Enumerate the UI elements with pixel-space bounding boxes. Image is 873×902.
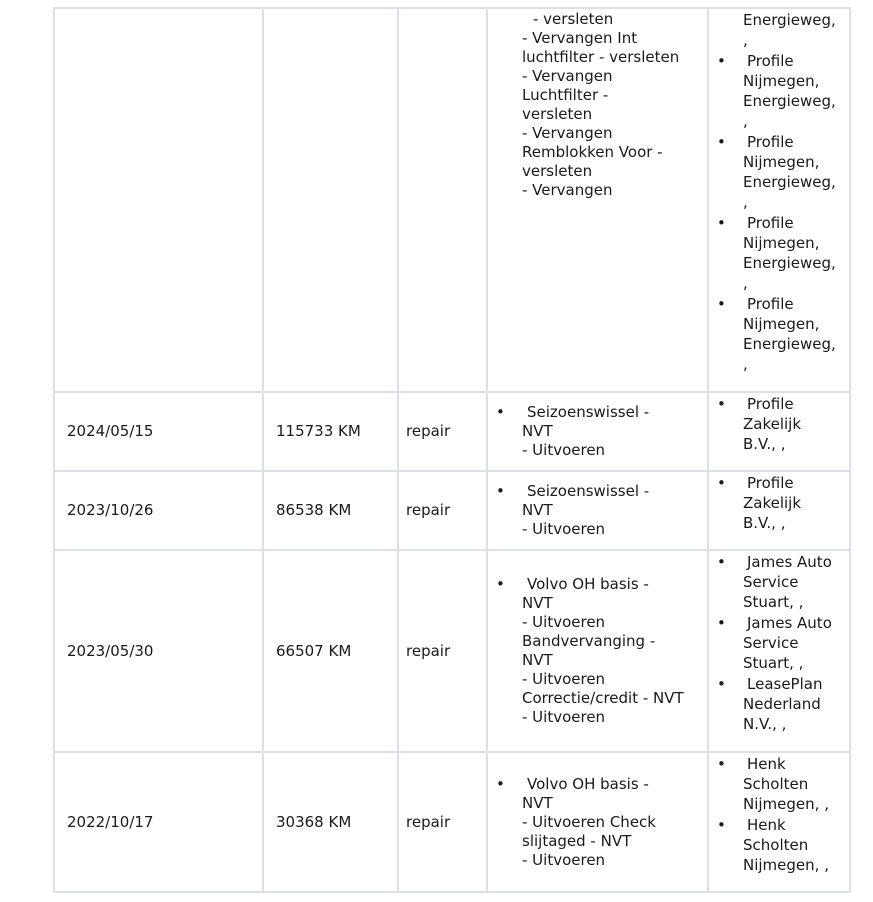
garage-line: Profile: [747, 474, 794, 492]
garage-item: [709, 754, 849, 814]
description-line: Correctie/credit - NVT: [522, 689, 684, 707]
description-line: NVT: [522, 422, 553, 440]
description-line: luchtfilter - versleten: [522, 48, 680, 66]
type-cell: repair: [398, 471, 487, 550]
garage-item: [709, 473, 849, 533]
garage-line: Henk: [747, 755, 786, 773]
description-line: versleten: [522, 162, 593, 180]
garage-line: Scholten: [743, 775, 809, 793]
mileage-cell: 115733 KM: [263, 392, 398, 471]
bullet-icon: •: [717, 214, 726, 232]
table-row: [54, 8, 850, 392]
garage-line: Nijmegen, ,: [743, 795, 829, 813]
bullet-icon: •: [717, 675, 726, 693]
description-line: - Uitvoeren: [522, 613, 606, 631]
garage-line: Energieweg,: [743, 335, 836, 353]
description-item: [488, 482, 707, 539]
bullet-icon: •: [717, 614, 726, 632]
description-item: [488, 775, 707, 870]
garage-line: Nijmegen,: [743, 153, 820, 171]
garage-line: Zakelijk: [743, 494, 802, 512]
garage-item: [709, 213, 849, 293]
bullet-icon: •: [717, 395, 726, 413]
date-cell: [54, 8, 263, 392]
garage-line: N.V., ,: [743, 715, 787, 733]
table-row: [54, 392, 850, 471]
garage-line: LeasePlan: [747, 675, 823, 693]
description-line: - Uitvoeren: [522, 850, 606, 869]
type-cell: repair: [398, 392, 487, 471]
garage-cell: [708, 471, 850, 550]
description-line: Volvo OH basis -: [527, 575, 649, 593]
description-line: Remblokken Voor -: [522, 143, 663, 161]
bullet-icon: •: [496, 482, 505, 500]
type-cell: [398, 8, 487, 392]
mileage-cell: [263, 8, 398, 392]
garage-line: ,: [743, 112, 748, 130]
garage-line: Nijmegen,: [743, 315, 820, 333]
bullet-icon: •: [717, 295, 726, 313]
description-line: - Vervangen: [522, 124, 613, 142]
mileage-cell: 86538 KM: [263, 471, 398, 550]
garage-item: [709, 674, 849, 734]
garage-cell: [708, 550, 850, 752]
description-line: NVT: [522, 651, 553, 669]
date-cell: 2022/10/17: [54, 752, 263, 892]
type-cell: repair: [398, 752, 487, 892]
garage-line: Nederland: [743, 695, 821, 713]
garage-line: James Auto: [747, 553, 832, 571]
type-cell: repair: [398, 550, 487, 752]
garage-line: Profile: [747, 133, 794, 151]
date-cell: 2024/05/15: [54, 392, 263, 471]
description-line: Luchtfilter -: [522, 86, 609, 104]
garage-item: [709, 294, 849, 374]
garage-line: Service: [743, 634, 799, 652]
description-item: [488, 403, 707, 460]
garage-line: ,: [743, 31, 748, 49]
garage-line: Henk: [747, 816, 786, 834]
bullet-icon: •: [717, 816, 726, 834]
description-line: Seizoenswissel -: [527, 482, 650, 500]
garage-line: ,: [743, 193, 748, 211]
description-cell: [487, 8, 708, 392]
garage-item-continued: [709, 10, 849, 50]
description-line: - Uitvoeren Check: [522, 812, 656, 831]
garage-line: ,: [743, 274, 748, 292]
maintenance-history-table: [53, 7, 851, 893]
description-line: - Uitvoeren: [522, 441, 606, 459]
description-line: - Uitvoeren: [522, 670, 606, 688]
garage-line: Energieweg,: [743, 173, 836, 191]
description-line: - Uitvoeren: [522, 520, 606, 538]
description-line: NVT: [522, 501, 553, 519]
garage-item: [709, 552, 849, 612]
garage-cell: [708, 752, 850, 892]
garage-line: B.V., ,: [743, 514, 786, 532]
garage-item: [709, 815, 849, 875]
date-cell: 2023/10/26: [54, 471, 263, 550]
description-cell: [487, 752, 708, 892]
bullet-icon: •: [717, 553, 726, 571]
bullet-icon: •: [717, 133, 726, 151]
description-line: slijtaged - NVT: [522, 831, 632, 850]
garage-line: Stuart, ,: [743, 654, 804, 672]
description-line: versleten: [522, 105, 593, 123]
description-line: - versleten: [533, 10, 614, 28]
mileage-cell: 66507 KM: [263, 550, 398, 752]
bullet-icon: •: [496, 403, 505, 421]
garage-line: Nijmegen, ,: [743, 856, 829, 874]
garage-line: Profile: [747, 52, 794, 70]
garage-line: Energieweg,: [743, 254, 836, 272]
description-cell: [487, 471, 708, 550]
mileage-cell: 30368 KM: [263, 752, 398, 892]
garage-line: Profile: [747, 214, 794, 232]
bullet-icon: •: [717, 474, 726, 492]
garage-line: ,: [743, 355, 748, 373]
description-cell: [487, 550, 708, 752]
garage-line: Energieweg,: [743, 11, 836, 29]
table-row: [54, 550, 850, 752]
garage-cell: [708, 392, 850, 471]
table-row: [54, 752, 850, 892]
garage-line: Scholten: [743, 836, 809, 854]
garage-line: Nijmegen,: [743, 234, 820, 252]
description-line: - Vervangen Int: [522, 29, 638, 47]
description-line: NVT: [522, 594, 553, 612]
garage-item: [709, 51, 849, 131]
garage-line: Profile: [747, 395, 794, 413]
date-cell: 2023/05/30: [54, 550, 263, 752]
garage-line: James Auto: [747, 614, 832, 632]
garage-line: Energieweg,: [743, 92, 836, 110]
table-row: [54, 471, 850, 550]
description-line: Bandvervanging -: [522, 632, 656, 650]
description-item: [488, 575, 707, 727]
garage-item: [709, 132, 849, 212]
description-cell: [487, 392, 708, 471]
garage-line: Nijmegen,: [743, 72, 820, 90]
bullet-icon: •: [496, 774, 505, 793]
garage-cell: [708, 8, 850, 392]
description-line: - Uitvoeren: [522, 708, 606, 726]
garage-line: Stuart, ,: [743, 593, 804, 611]
bullet-icon: •: [717, 52, 726, 70]
description-line: NVT: [522, 793, 553, 812]
bullet-icon: •: [496, 575, 505, 593]
bullet-icon: •: [717, 755, 726, 773]
garage-line: B.V., ,: [743, 435, 786, 453]
description-line: - Vervangen: [522, 67, 613, 85]
garage-line: Profile: [747, 295, 794, 313]
description-line: Seizoenswissel -: [527, 403, 650, 421]
garage-line: Zakelijk: [743, 415, 802, 433]
description-line: Volvo OH basis -: [527, 774, 649, 793]
garage-line: Service: [743, 573, 799, 591]
garage-item: [709, 613, 849, 673]
description-line: - Vervangen: [522, 181, 613, 199]
garage-item: [709, 394, 849, 454]
